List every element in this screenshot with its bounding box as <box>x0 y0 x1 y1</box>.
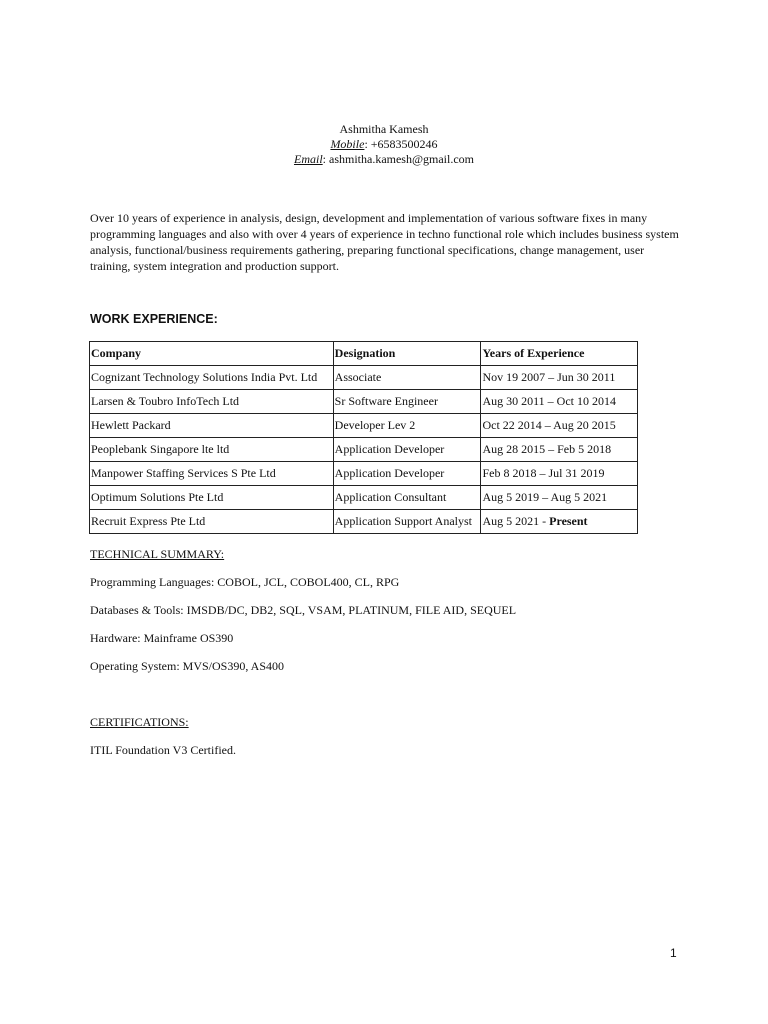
mobile-label: Mobile <box>330 137 365 151</box>
table-row <box>90 486 638 510</box>
company-cell: Cognizant Technology Solutions India Pvt. Ltd <box>90 366 334 390</box>
years-cell: Aug 30 2011 – Oct 10 2014 <box>481 390 638 414</box>
years-cell: Nov 19 2007 – Jun 30 2011 <box>481 366 638 390</box>
designation-cell: Application Consultant <box>333 486 481 510</box>
table-row <box>90 462 638 486</box>
designation-cell: Developer Lev 2 <box>333 414 481 438</box>
years-cell: Aug 5 2019 – Aug 5 2021 <box>481 486 638 510</box>
designation-cell: Application Developer <box>333 438 481 462</box>
table-row <box>90 390 638 414</box>
technical-summary-title: TECHNICAL SUMMARY: <box>90 547 225 561</box>
years-cell: Feb 8 2018 – Jul 31 2019 <box>481 462 638 486</box>
company-cell: Hewlett Packard <box>90 414 334 438</box>
designation-cell: Application Developer <box>333 462 481 486</box>
email-line <box>0 152 768 167</box>
contact-header <box>0 122 768 167</box>
profile-summary: Over 10 years of experience in analysis, design, development and implementation of various software fixes in many programming languages and also with over 4 years of experience in techno functional role which includes business system analysis, functional/business requirements gathering, preparing functional specifications, change management, user training, system integration and production support. <box>90 211 679 273</box>
years-cell <box>481 510 638 534</box>
years-cell: Aug 28 2015 – Feb 5 2018 <box>481 438 638 462</box>
designation-cell: Application Support Analyst <box>333 510 481 534</box>
skill-line: Hardware: Mainframe OS390 <box>90 631 234 645</box>
company-cell: Optimum Solutions Pte Ltd <box>90 486 334 510</box>
company-cell: Manpower Staffing Services S Pte Ltd <box>90 462 334 486</box>
present-label: Present <box>549 514 588 528</box>
table-row <box>90 414 638 438</box>
email-label: Email <box>293 152 323 166</box>
skill-line: Programming Languages: COBOL, JCL, COBOL400, CL, RPG <box>90 575 400 589</box>
column-header-years: Years of Experience <box>481 342 638 366</box>
table-header-row <box>90 342 638 366</box>
designation-cell: Sr Software Engineer <box>333 390 481 414</box>
work-experience-heading: WORK EXPERIENCE: <box>90 312 218 326</box>
column-header-designation: Designation <box>333 342 481 366</box>
company-cell: Larsen & Toubro InfoTech Ltd <box>90 390 334 414</box>
page-number: 1 <box>670 946 677 960</box>
certifications-title: CERTIFICATIONS: <box>90 715 189 729</box>
table-row <box>90 366 638 390</box>
technical-summary-section <box>90 546 516 674</box>
skill-line: Operating System: MVS/OS390, AS400 <box>90 659 285 673</box>
certifications-section <box>90 714 236 758</box>
designation-cell: Associate <box>333 366 481 390</box>
column-header-company: Company <box>90 342 334 366</box>
company-cell: Recruit Express Pte Ltd <box>90 510 334 534</box>
mobile-number: : +6583500246 <box>364 137 438 151</box>
candidate-name: Ashmitha Kamesh <box>339 122 429 136</box>
company-cell: Peoplebank Singapore lte ltd <box>90 438 334 462</box>
certification-line: ITIL Foundation V3 Certified. <box>90 743 236 757</box>
mobile-line <box>0 137 768 152</box>
work-experience-table <box>89 341 638 534</box>
table-row <box>90 438 638 462</box>
skill-line: Databases & Tools: IMSDB/DC, DB2, SQL, VSAM, PLATINUM, FILE AID, SEQUEL <box>90 603 517 617</box>
email-address: : ashmitha.kamesh@gmail.com <box>322 152 475 166</box>
years-cell: Oct 22 2014 – Aug 20 2015 <box>481 414 638 438</box>
table-row <box>90 510 638 534</box>
years-start: Aug 5 2021 - <box>482 514 550 528</box>
